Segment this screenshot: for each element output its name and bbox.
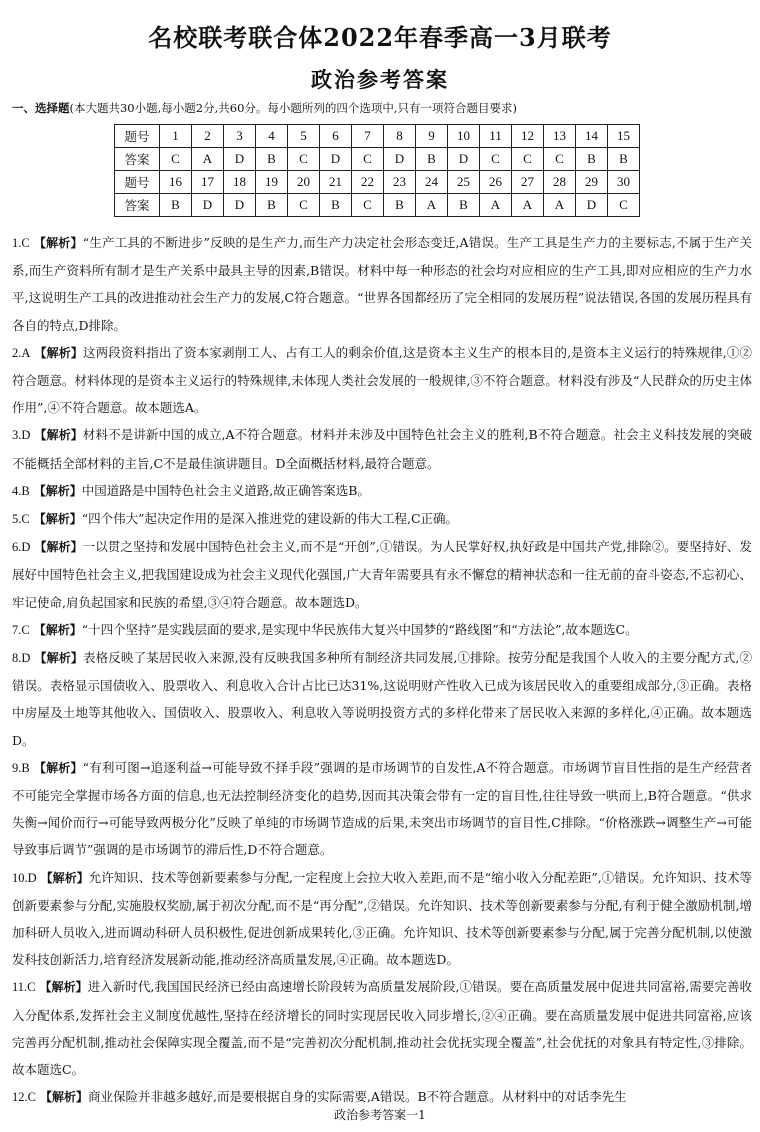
- answer-cell: B: [576, 148, 608, 171]
- answer-cell: D: [320, 148, 352, 171]
- question-number-cell: 11: [480, 125, 512, 148]
- answer-cell: B: [416, 148, 448, 171]
- answer-cell: B: [448, 194, 480, 217]
- answer-item-text: 允许知识、技术等创新要素参与分配,一定程度上会拉大收入差距,而不是“缩小收入分配差距”,①错误。允许知识、技术等创新要素参与分配,实施股权奖励,属于初次分配,而不是“再分配”,②错误。允许知识、技术等创新要素参与分配,有利于健全激励机制,增加科研人员收入,进而调动科研人员积极性,促进创新成果转化,③正确。允许知识、技术等创新要素参与分配,属于完善分配机制,以使激发科技创新活力,培育经济发展新动能,推动经济高质量发展,④正确。故本题选D。: [12, 869, 752, 968]
- answer-item: [12, 973, 752, 1083]
- answer-cell: C: [544, 148, 576, 171]
- question-number-cell: 26: [480, 171, 512, 194]
- analysis-tag: 【解析】: [34, 540, 83, 555]
- analysis-tag: 【解析】: [34, 428, 83, 443]
- page-footer: 政治参考答案一1: [334, 1108, 426, 1122]
- answer-item: [12, 533, 752, 616]
- answer-cell: A: [192, 148, 224, 171]
- answer-cell: A: [544, 194, 576, 217]
- answer-cell: C: [160, 148, 192, 171]
- answer-item-number: 5.C: [12, 512, 30, 527]
- answer-cell: C: [288, 148, 320, 171]
- answer-item-number: 12.C: [12, 1090, 36, 1105]
- question-number-cell: 17: [192, 171, 224, 194]
- answer-cell: C: [608, 194, 640, 217]
- question-number-cell: 10: [448, 125, 480, 148]
- question-number-cell: 18: [224, 171, 256, 194]
- question-number-cell: 2: [192, 125, 224, 148]
- analysis-tag: 【解析】: [33, 483, 82, 498]
- answer-cell: A: [480, 194, 512, 217]
- question-number-cell: 15: [608, 125, 640, 148]
- answer-item-text: 进入新时代,我国国民经济已经由高速增长阶段转为高质量发展阶段,①错误。要在高质量发展中促进共同富裕,需要完善收入分配体系,发挥社会主义制度优越性,坚持在经济增长的同时实现居民收入同步增长,②④正确。要在高质量发展中促进共同富裕,应该完善再分配机制,推动社会保障实现全覆盖,而不是“完善初次分配机制,推动社会优抚实现全覆盖”,社会优抚的对象具有特定性,③排除。故本题选C。: [12, 979, 752, 1078]
- answer-cell: B: [256, 148, 288, 171]
- table-row-question-numbers: [115, 125, 640, 148]
- question-number-cell: 25: [448, 171, 480, 194]
- answer-explanations: [12, 229, 752, 1112]
- section-heading: [12, 100, 752, 116]
- question-number-cell: 24: [416, 171, 448, 194]
- answer-item-number: 6.D: [12, 540, 31, 555]
- answer-item-text: 材料不是讲新中国的成立,A不符合题意。材料并未涉及中国特色社会主义的胜利,B不符合题意。社会主义科技发展的突破不能概括全部材料的主旨,C不是最佳演讲题目。D全面概括材料,最符合题意。: [12, 427, 752, 471]
- answer-item-text: 中国道路是中国特色社会主义道路,故正确答案选B。: [81, 482, 370, 498]
- answer-item: [12, 505, 752, 533]
- answer-item-text: 商业保险并非越多越好,而是要根据自身的实际需要,A错误。B不符合题意。从材料中的对话李先生: [87, 1089, 627, 1105]
- question-number-cell: 12: [512, 125, 544, 148]
- answer-item: [12, 477, 752, 505]
- answer-item-text: 表格反映了某居民收入来源,没有反映我国多种所有制经济共同发展,①排除。按劳分配是我国个人收入的主要分配方式,②错误。表格显示国债收入、股票收入、利息收入合计占比已达31%,这说明财产性收入已成为该居民收入的重要组成部分,③正确。表格中房屋及土地等其他收入、国债收入、股票收入、利息收入等说明投资方式的多样化带来了居民收入来源的多样化,④正确。故本题选D。: [12, 650, 752, 748]
- answer-cell: D: [384, 148, 416, 171]
- analysis-tag: 【解析】: [33, 512, 82, 527]
- answer-cell: B: [608, 148, 640, 171]
- question-number-cell: 9: [416, 125, 448, 148]
- answer-item: [12, 754, 752, 864]
- answer-item-text: 一以贯之坚持和发展中国特色社会主义,而不是“开创”,①错误。为人民掌好权,执好政是中国共产党,排除②。要坚持好、发展好中国特色社会主义,把我国建设成为社会主义现代化强国,广大青年需要具有永不懈怠的精神状态和一往无前的奋斗姿态,不忘初心、牢记使命,肩负起国家和民族的希望,③④符合题意。故本题选D。: [12, 539, 752, 610]
- answer-item-text: “有利可图→追逐利益→可能导致不择手段”强调的是市场调节的自发性,A不符合题意。市场调节盲目性指的是生产经营者不可能完全掌握市场各方面的信息,也无法控制经济变化的趋势,因而其决策会带有一定的盲目性,往往导致一哄而上,B符合题意。“供求失衡→闻价而行→可能导致两极分化”反映了单纯的市场调节造成的后果,未突出市场调节的盲目性,C排除。“价格涨跌→调整生产→可能导致事后调节”强调的是市场调节的滞后性,D不符合题意。: [12, 759, 752, 858]
- question-number-cell: 1: [160, 125, 192, 148]
- answer-item-number: 9.B: [12, 760, 30, 775]
- question-number-cell: 7: [352, 125, 384, 148]
- page-title: 名校联考联合体2022年春季高一3月联考: [148, 23, 612, 52]
- answer-cell: C: [288, 194, 320, 217]
- answer-item: [12, 339, 752, 422]
- analysis-tag: 【解析】: [34, 345, 84, 360]
- answer-cell: D: [448, 148, 480, 171]
- question-number-cell: 13: [544, 125, 576, 148]
- row-header-question: 题号: [115, 171, 160, 194]
- answer-item-text: “四个伟大”起决定作用的是深入推进党的建设新的伟大工程,C正确。: [81, 511, 459, 527]
- question-number-cell: 5: [288, 125, 320, 148]
- question-number-cell: 3: [224, 125, 256, 148]
- answer-item-number: 8.D: [12, 651, 31, 666]
- answer-cell: C: [512, 148, 544, 171]
- analysis-tag: 【解析】: [33, 760, 83, 775]
- answer-cell: A: [512, 194, 544, 217]
- section-note: (本大题共30小题,每小题2分,共60分。每小题所列的四个选项中,只有一项符合题目要求): [69, 101, 518, 115]
- question-number-cell: 22: [352, 171, 384, 194]
- analysis-tag: 【解析】: [33, 622, 82, 637]
- answer-cell: B: [160, 194, 192, 217]
- answer-cell: B: [384, 194, 416, 217]
- question-number-cell: 27: [512, 171, 544, 194]
- table-row-answers: [115, 194, 640, 217]
- answer-cell: B: [256, 194, 288, 217]
- question-number-cell: 29: [576, 171, 608, 194]
- answer-item: [12, 421, 752, 476]
- analysis-tag: 【解析】: [33, 236, 83, 250]
- answer-item-number: 4.B: [12, 483, 30, 498]
- page-subtitle: 政治参考答案: [311, 67, 449, 92]
- answer-cell: D: [224, 194, 256, 217]
- table-row-answers: [115, 148, 640, 171]
- row-header-answer: 答案: [115, 194, 160, 217]
- answer-item: [12, 644, 752, 754]
- answer-item: [12, 616, 752, 644]
- answer-cell: D: [224, 148, 256, 171]
- question-number-cell: 23: [384, 171, 416, 194]
- answer-item-number: 7.C: [12, 622, 30, 637]
- question-number-cell: 20: [288, 171, 320, 194]
- answer-cell: D: [192, 194, 224, 217]
- analysis-tag: 【解析】: [39, 1090, 88, 1105]
- question-number-cell: 16: [160, 171, 192, 194]
- analysis-tag: 【解析】: [39, 980, 88, 995]
- question-number-cell: 21: [320, 171, 352, 194]
- question-number-cell: 19: [256, 171, 288, 194]
- question-number-cell: 4: [256, 125, 288, 148]
- table-row-question-numbers: [115, 171, 640, 194]
- answer-item-number: 2.A: [12, 345, 31, 360]
- analysis-tag: 【解析】: [34, 651, 84, 666]
- answer-item-number: 11.C: [12, 980, 36, 995]
- answer-cell: B: [320, 194, 352, 217]
- answer-cell: D: [576, 194, 608, 217]
- answer-item-text: 这两段资料指出了资本家剥削工人、占有工人的剩余价值,这是资本主义生产的根本目的,是资本主义运行的特殊规律,①②符合题意。材料体现的是资本主义运行的特殊规律,未体现人类社会发展的一般规律,③不符合题意。材料没有涉及“人民群众的历史主体作用”,④不符合题意。故本题选A。: [12, 344, 752, 416]
- answer-table: [114, 124, 640, 217]
- answer-cell: C: [480, 148, 512, 171]
- section-label: 一、选择题: [12, 101, 70, 115]
- answer-cell: C: [352, 194, 384, 217]
- answer-item: [12, 864, 752, 974]
- question-number-cell: 6: [320, 125, 352, 148]
- answer-item-text: “生产工具的不断进步”反映的是生产力,而生产力决定社会形态变迁,A错误。生产工具是生产力的主要标志,不属于生产关系,而生产资料所有制才是生产关系中最具主导的因素,B错误。材料中每一种形态的社会均对应相应的生产工具,即对应相应的生产力水平,这说明生产工具的改进推动社会生产力的发展,C符合题意。“世界各国都经历了完全相同的发展历程”说法错误,各国的发展历程具有各自的特点,D排除。: [12, 235, 752, 333]
- row-header-question: 题号: [115, 125, 160, 148]
- answer-item-number: 10.D: [12, 870, 37, 885]
- answer-item-number: 3.D: [12, 428, 31, 443]
- analysis-tag: 【解析】: [40, 870, 89, 885]
- question-number-cell: 8: [384, 125, 416, 148]
- question-number-cell: 14: [576, 125, 608, 148]
- row-header-answer: 答案: [115, 148, 160, 171]
- answer-cell: A: [416, 194, 448, 217]
- question-number-cell: 30: [608, 171, 640, 194]
- answer-item-text: “十四个坚持”是实践层面的要求,是实现中华民族伟大复兴中国梦的“路线图”和“方法论”,故本题选C。: [81, 621, 638, 637]
- answer-item-number: 1.C: [12, 236, 30, 250]
- question-number-cell: 28: [544, 171, 576, 194]
- answer-cell: C: [352, 148, 384, 171]
- answer-item: [12, 229, 752, 339]
